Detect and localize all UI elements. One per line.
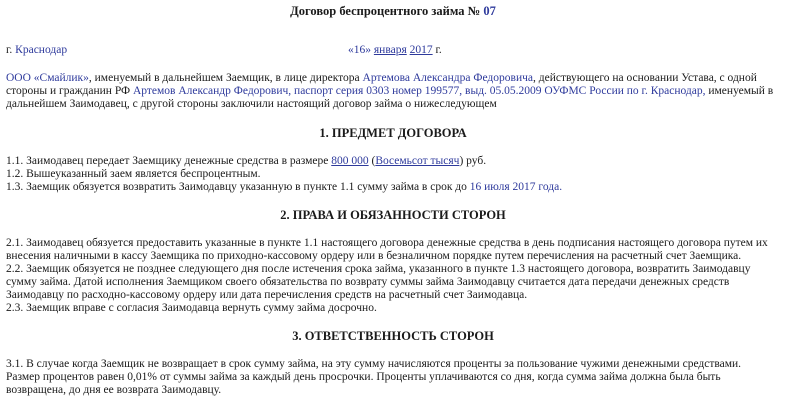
title-text: Договор беспроцентного займа № — [290, 4, 484, 18]
clause-1-3-text: 1.3. Заемщик обязуется возвратить Заимодавцу указанную в пункте 1.1 сумму займа в срок до — [6, 181, 470, 193]
intro-text-1: , именуемый в дальнейшем Заемщик, в лице директора — [88, 72, 363, 84]
date-month: января — [373, 44, 407, 56]
document-title — [0, 5, 786, 18]
section-1-heading: 1. ПРЕДМЕТ ДОГОВОРА — [319, 126, 467, 140]
clause-1-1-text-c: ) руб. — [459, 155, 487, 167]
clause-1-1 — [6, 155, 486, 168]
clause-1-1-text-a: 1.1. Заимодавец передает Заемщику денежные средства в размере — [6, 155, 332, 167]
loan-amount: 800 000 — [331, 155, 369, 167]
intro-text-3: именуемый в дальнейшем Заимодавец, с другой стороны заключили настоящий договор займа о нижеследующем — [6, 85, 774, 110]
date-day: 16 — [353, 44, 366, 56]
intro-paragraph — [6, 72, 776, 111]
section-3-heading: 3. ОТВЕТСТВЕННОСТЬ СТОРОН — [292, 329, 494, 343]
section-2-heading: 2. ПРАВА И ОБЯЗАННОСТИ СТОРОН — [280, 208, 506, 222]
clause-2-2: 2.2. Заемщик обязуется не позднее следующего дня после истечения срока займа, указанного в пункте 1.3 настоящего договора, возвратить Заимодавцу сумму займа. Датой исполнения Заемщиком своего обязательства по возврату суммы займа Заимодавцу считается дата передачи денежных средств Заимодавцу по расходно-кассовому ордеру или дата перечисления средств на расчетный счет Заимодавца. — [6, 263, 751, 301]
clause-1-1-text-b: ( — [368, 155, 376, 167]
clause-1-3 — [6, 181, 562, 194]
citizen-details: Артемов Александр Федорович, паспорт серия 0303 номер 199577, выд. 05.05.2009 ОУФМС России по г. Краснодар, — [132, 85, 706, 97]
intro-text-2: , действующего на основании Устава, с одной стороны и гражданин РФ — [6, 72, 757, 97]
clause-3-1: 3.1. В случае когда Заемщик не возвращает в срок сумму займа, на эту сумму начисляются проценты за пользование чужими денежными средствами. Размер процентов равен 0,01% от суммы займа за каждый день просрочки. Проценты уплачиваются со дня, когда сумма займа должна была быть возвращена, до дня ее возврата Заимодавцу. — [6, 358, 742, 396]
city-line — [6, 44, 67, 57]
city-value: Краснодар — [15, 44, 68, 56]
date-year: 2017 — [409, 44, 433, 56]
director-name: Артемова Александра Федоровича — [362, 72, 533, 84]
company-name: ООО «Смайлик» — [6, 72, 89, 84]
date-suffix: г. — [432, 44, 442, 56]
clause-1-2: 1.2. Вышеуказанный заем является беспроцентным. — [6, 168, 261, 180]
clause-2-1: 2.1. Заимодавец обязуется предоставить указанные в пункте 1.1 настоящего договора денежные средства в день подписания настоящего договора путем их внесения наличными в кассу Заемщика по приходно-кассовому ордеру или в безналичном порядке путем перечисления на расчетный счет Заемщика. — [6, 237, 768, 262]
due-date: 16 июля 2017 года. — [469, 181, 563, 193]
date-line — [348, 44, 442, 57]
clause-2-3: 2.3. Заемщик вправе с согласия Заимодавца вернуть сумму займа досрочно. — [6, 302, 377, 314]
loan-amount-words: Восемьсот тысяч — [375, 155, 460, 167]
date-close-quote: » — [365, 44, 374, 56]
contract-number: 07 — [483, 4, 496, 18]
city-label: г. — [6, 44, 16, 56]
date-open-quote: « — [348, 44, 354, 56]
